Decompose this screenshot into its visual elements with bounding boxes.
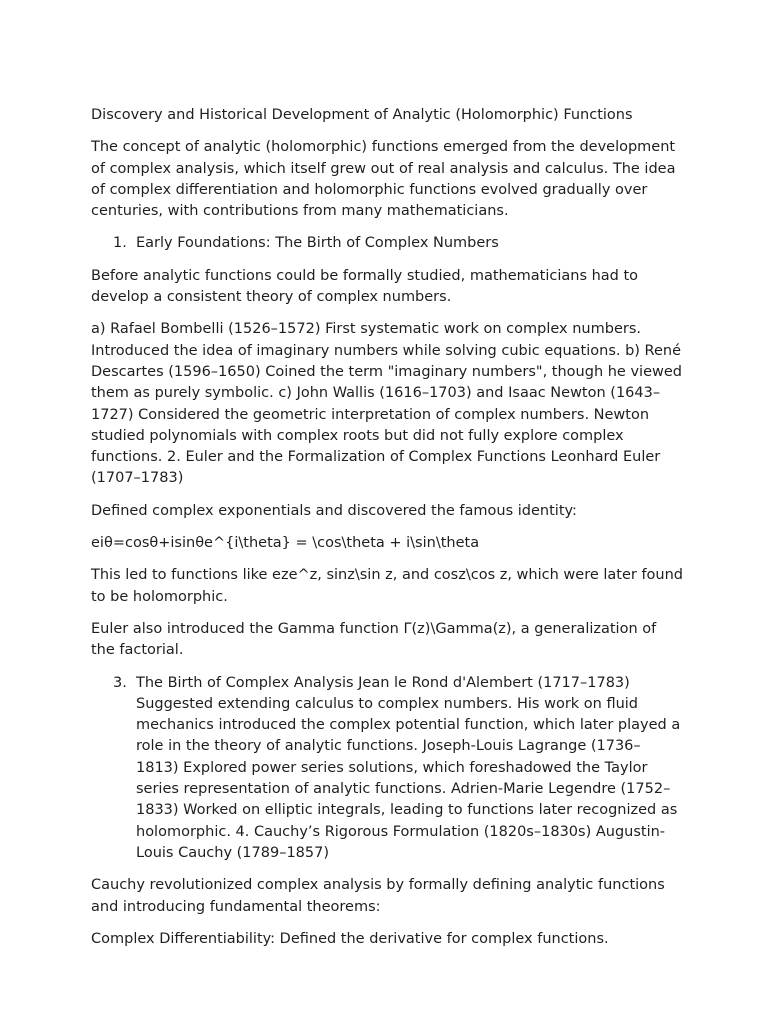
list-item-section-3 [91, 673, 683, 865]
intro-paragraph: The concept of analytic (holomorphic) functions emerged from the development of complex analysis, which itself grew out of real analysis and calculus. The idea of complex differentiation and holomorphic functions evolved gradually over centuries, with contributions from many mathematicians. [91, 139, 676, 220]
document-title: Discovery and Historical Development of Analytic (Holomorphic) Functions [91, 107, 633, 123]
list-item-text: Early Foundations: The Birth of Complex Numbers [136, 235, 499, 252]
list-marker: 1. [113, 235, 127, 252]
list-item-section-1 [91, 233, 683, 254]
paragraph-before-analytic: Before analytic functions could be formally studied, mathematicians had to develop a consistent theory of complex numbers. [91, 267, 639, 306]
paragraph-euler-formula: eiθ=cosθ+isinθe^{i\theta} = \cos\theta + i\sin\theta [91, 535, 480, 552]
list-marker: 3. [113, 674, 127, 691]
list-item-text: The Birth of Complex Analysis Jean le Rond d'Alembert (1717–1783) Suggested extending calculus to complex numbers. His work on fluid mechanics introduced the complex potential function, which later played a role in the theory of analytic functions. Joseph-Louis Lagrange (1736–1813) Explored power series solutions, which foreshadowed the Taylor series representation of analytic functions. Adrien-Marie Legendre (1752–1833) Worked on elliptic integrals, leading to functions later recognized as holomorphic. 4. Cauchy’s Rigorous Formulation (1820s–1830s) Augustin-Louis Cauchy (1789–1857) [136, 674, 681, 861]
document-page [91, 105, 683, 961]
paragraph-contributors: a) Rafael Bombelli (1526–1572) First systematic work on complex numbers. Introduced the idea of imaginary numbers while solving cubic equations. b) René Descartes (1596–1650) Coined the term "imaginary numbers", though he viewed them as purely symbolic. c) John Wallis (1616–1703) and Isaac Newton (1643–1727) Considered the geometric interpretation of complex numbers. Newton studied polynomials with complex roots but did not fully explore complex functions. 2. Euler and the Formalization of Complex Functions Leonhard Euler (1707–1783) [91, 321, 682, 487]
paragraph-defined-exponentials: Defined complex exponentials and discovered the famous identity: [91, 502, 577, 519]
paragraph-gamma-function: Euler also introduced the Gamma function Γ(z)\Gamma(z), a generalization of the factorial. [91, 620, 657, 659]
paragraph-led-to-functions: This led to functions like eze^z, sinz\sin z, and cosz\cos z, which were later found to be holomorphic. [91, 567, 684, 605]
paragraph-cauchy: Cauchy revolutionized complex analysis by formally defining analytic functions and introducing fundamental theorems: [91, 877, 665, 915]
paragraph-complex-differentiability: Complex Differentiability: Defined the derivative for complex functions. [91, 930, 609, 947]
